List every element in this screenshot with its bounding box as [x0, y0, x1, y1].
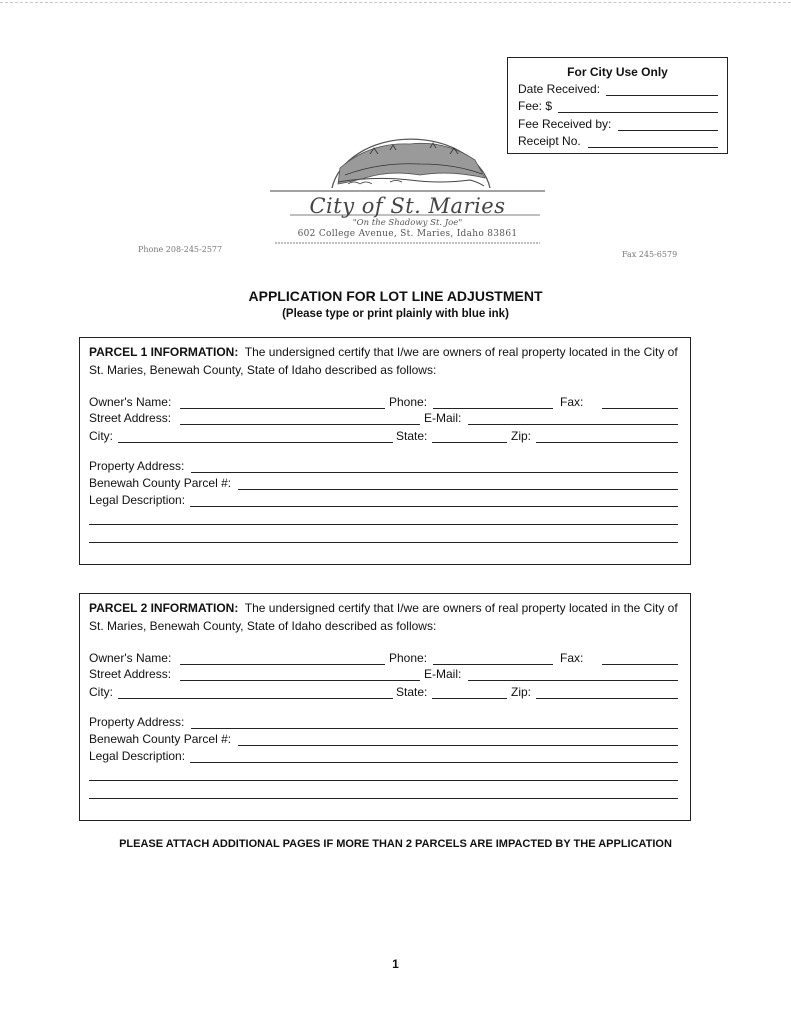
street-address-label: Street Address: — [89, 667, 172, 681]
parcel-2-heading: PARCEL 2 INFORMATION: — [89, 601, 239, 615]
parcel-2-parcel-number-field[interactable] — [238, 745, 678, 746]
zip-label: Zip: — [511, 685, 532, 699]
document-subtitle: (Please type or print plainly with blue ink) — [282, 308, 509, 320]
parcel-1-property-address-field[interactable] — [191, 472, 678, 473]
state-label: State: — [396, 429, 428, 443]
city-label: City: — [89, 429, 113, 443]
state-label: State: — [396, 685, 428, 699]
parcel-1-legal-description-line-2[interactable] — [89, 524, 678, 525]
owner-name-label: Owner's Name: — [89, 651, 172, 665]
parcel-number-label: Benewah County Parcel #: — [89, 732, 232, 746]
owner-name-label: Owner's Name: — [89, 395, 172, 409]
parcel-1-owner-name-field[interactable] — [180, 408, 385, 409]
attach-pages-note: PLEASE ATTACH ADDITIONAL PAGES IF MORE THAN 2 PARCELS ARE IMPACTED BY THE APPLICATION — [119, 838, 672, 850]
parcel-2-city-field[interactable] — [118, 698, 393, 699]
property-address-label: Property Address: — [89, 715, 185, 729]
city-address: 602 College Avenue, St. Maries, Idaho 83861 — [297, 229, 518, 239]
date-received-field[interactable] — [606, 95, 718, 96]
fee-label: Fee: $ — [518, 99, 553, 113]
parcel-2-intro — [89, 600, 685, 635]
parcel-1-legal-description-field[interactable] — [190, 506, 678, 507]
parcel-1-state-field[interactable] — [432, 442, 507, 443]
parcel-1-intro — [89, 344, 685, 379]
parcel-2-legal-description-line-2[interactable] — [89, 780, 678, 781]
parcel-1-intro-text: The undersigned certify that I/we are owners of real property located in the City of St. Maries, Benewah County, State of Idaho described as follows: — [89, 345, 678, 377]
parcel-1-legal-description-line-3[interactable] — [89, 542, 678, 543]
parcel-2-email-field[interactable] — [468, 680, 678, 681]
parcel-2-phone-field[interactable] — [433, 664, 553, 665]
parcel-1-parcel-number-field[interactable] — [238, 489, 678, 490]
parcel-2-intro-text: The undersigned certify that I/we are owners of real property located in the City of St. Maries, Benewah County, State of Idaho described as follows: — [89, 601, 678, 633]
parcel-2-box — [79, 593, 691, 821]
parcel-1-street-address-field[interactable] — [180, 424, 420, 425]
parcel-2-street-address-field[interactable] — [180, 680, 420, 681]
city-name: City of St. Maries — [309, 194, 506, 218]
parcel-1-box — [79, 337, 691, 565]
phone-label: Phone: — [389, 395, 428, 409]
parcel-number-label: Benewah County Parcel #: — [89, 476, 232, 490]
email-label: E-Mail: — [424, 667, 462, 681]
city-phone: Phone 208-245-2577 — [138, 245, 223, 254]
fee-field[interactable] — [558, 112, 718, 113]
legal-description-label: Legal Description: — [89, 749, 186, 763]
parcel-1-email-field[interactable] — [468, 424, 678, 425]
parcel-2-fax-field[interactable] — [602, 664, 678, 665]
top-edge-line — [0, 2, 791, 3]
city-logo — [270, 120, 545, 255]
zip-label: Zip: — [511, 429, 532, 443]
city-label: City: — [89, 685, 113, 699]
parcel-2-zip-field[interactable] — [536, 698, 678, 699]
parcel-1-fax-field[interactable] — [602, 408, 678, 409]
fee-received-by-label: Fee Received by: — [518, 117, 612, 131]
street-address-label: Street Address: — [89, 411, 172, 425]
fax-label: Fax: — [560, 651, 584, 665]
property-address-label: Property Address: — [89, 459, 185, 473]
email-label: E-Mail: — [424, 411, 462, 425]
receipt-no-field[interactable] — [588, 147, 718, 148]
receipt-no-label: Receipt No. — [518, 134, 581, 148]
parcel-1-city-field[interactable] — [118, 442, 393, 443]
legal-description-label: Legal Description: — [89, 493, 186, 507]
city-use-title: For City Use Only — [567, 65, 668, 79]
parcel-1-heading: PARCEL 1 INFORMATION: — [89, 345, 239, 359]
city-motto: "On the Shadowy St. Joe" — [352, 218, 463, 228]
parcel-2-legal-description-field[interactable] — [190, 762, 678, 763]
parcel-2-property-address-field[interactable] — [191, 728, 678, 729]
parcel-1-phone-field[interactable] — [433, 408, 553, 409]
parcel-1-zip-field[interactable] — [536, 442, 678, 443]
fax-label: Fax: — [560, 395, 584, 409]
parcel-2-legal-description-line-3[interactable] — [89, 798, 678, 799]
document-title: APPLICATION FOR LOT LINE ADJUSTMENT — [248, 288, 543, 304]
phone-label: Phone: — [389, 651, 428, 665]
page-number: 1 — [392, 957, 399, 971]
parcel-2-state-field[interactable] — [432, 698, 507, 699]
city-fax: Fax 245-6579 — [622, 250, 678, 259]
parcel-2-owner-name-field[interactable] — [180, 664, 385, 665]
date-received-label: Date Received: — [518, 82, 601, 96]
fee-received-by-field[interactable] — [618, 130, 718, 131]
